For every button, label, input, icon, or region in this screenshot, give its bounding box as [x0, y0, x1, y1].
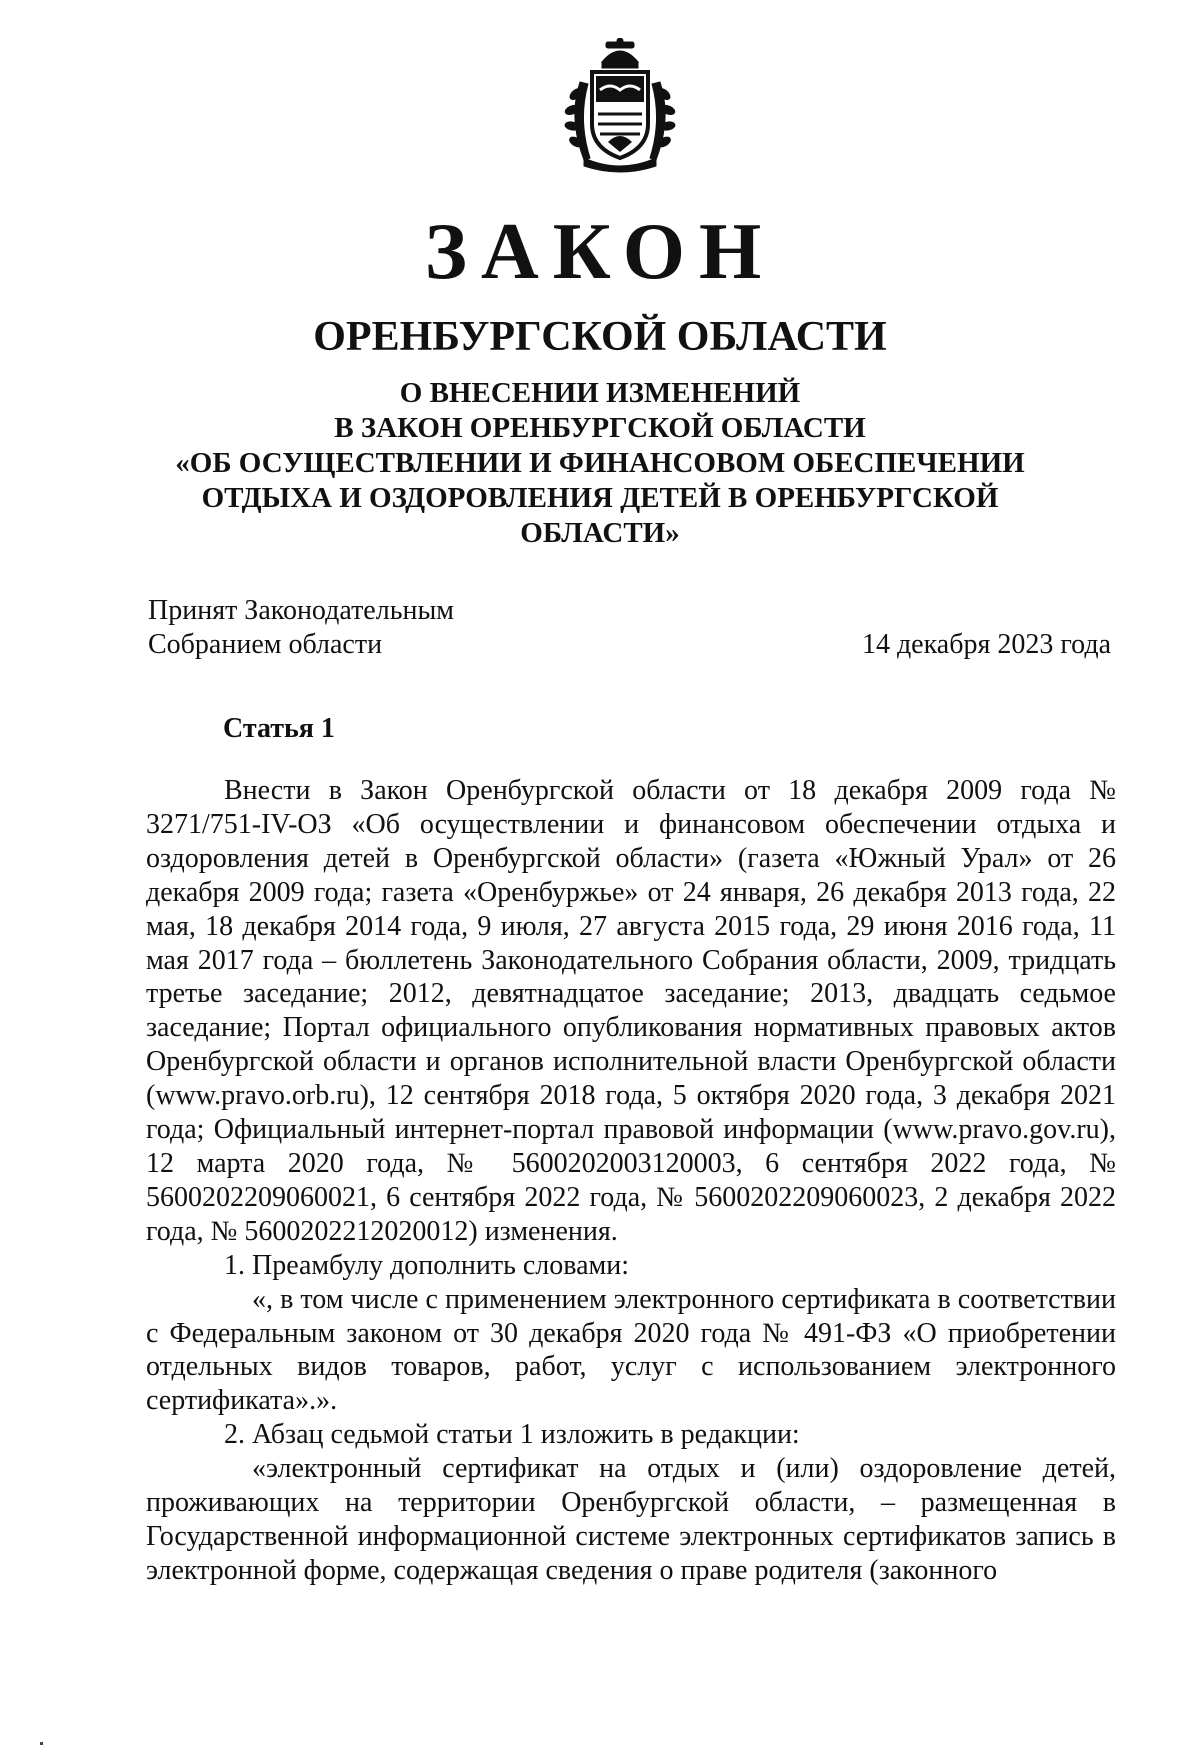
subtitle-line: «ОБ ОСУЩЕСТВЛЕНИИ И ФИНАНСОВОМ ОБЕСПЕЧЕНИИ: [175, 447, 1025, 479]
paragraph: «электронный сертификат на отдых и (или) оздоровление детей, проживающих на территории Оренбургской области, – размещенная в Государственной информационной системе электронных сертификатов запись в электронной форме, содержащая сведения о праве родителя (законного: [146, 1453, 1116, 1586]
article-heading: Статья 1: [223, 713, 335, 744]
region-title: ОРЕНБУРГСКОЙ ОБЛАСТИ: [313, 314, 887, 360]
paragraph: Внести в Закон Оренбургской области от 18 декабря 2009 года № 3271/751-IV-ОЗ «Об осуществлении и финансовом обеспечении отдыха и оздоровления детей в Оренбургской области» (газета «Южный Урал» от 26 декабря 2009 года; газета «Оренбуржье» от 24 января, 26 декабря 2013 года, 22 мая, 18 декабря 2014 года, 9 июля, 27 августа 2015 года, 29 июня 2016 года, 11 мая 2017 года – бюллетень Законодательного Собрания области, 2009, тридцать третье заседание; 2012, девятнадцатое заседание; 2013, двадцать седьмое заседание; Портал официального опубликования нормативных правовых актов Оренбургской области и органов исполнительной власти Оренбургской области (www.pravo.orb.ru), 12 сентября 2018 года, 5 октября 2020 года, 3 декабря 2021 года; Официальный интернет-портал правовой информации (www.pravo.gov.ru), 12 марта 2020 года, № 5600202003120003, 6 сентября 2022 года, № 5600202209060021, 6 сентября 2022 года, № 5600202209060023, 2 декабря 2022 года, № 5600202212020012) изменения.: [146, 775, 1116, 1247]
law-subtitle: [0, 376, 1200, 551]
document-type-title: ЗАКОН: [424, 208, 776, 296]
coat-of-arms-icon: [558, 38, 682, 174]
scan-speck: [40, 1742, 43, 1745]
subtitle-line: ОБЛАСТИ»: [520, 517, 680, 549]
article-body: [146, 774, 1116, 1588]
subtitle-line: ОТДЫХА И ОЗДОРОВЛЕНИЯ ДЕТЕЙ В ОРЕНБУРГСКОЙ: [201, 482, 999, 514]
paragraph: «, в том числе с применением электронного сертификата в соответствии с Федеральным законом от 30 декабря 2020 года № 491-ФЗ «О приобретении отдельных видов товаров, работ, услуг с использованием электронного сертификата».».: [146, 1283, 1116, 1417]
subtitle-line: О ВНЕСЕНИИ ИЗМЕНЕНИЙ: [399, 377, 801, 409]
adoption-line: Собранием области: [148, 629, 383, 660]
subtitle-line: В ЗАКОН ОРЕНБУРГСКОЙ ОБЛАСТИ: [334, 412, 866, 444]
adoption-date: 14 декабря 2023 года: [861, 629, 1111, 660]
adoption-note: [148, 594, 454, 662]
paragraph: 1. Преамбулу дополнить словами:: [224, 1249, 630, 1281]
adoption-line: Принят Законодательным: [148, 595, 454, 626]
paragraph: 2. Абзац седьмой статьи 1 изложить в редакции:: [224, 1419, 800, 1451]
